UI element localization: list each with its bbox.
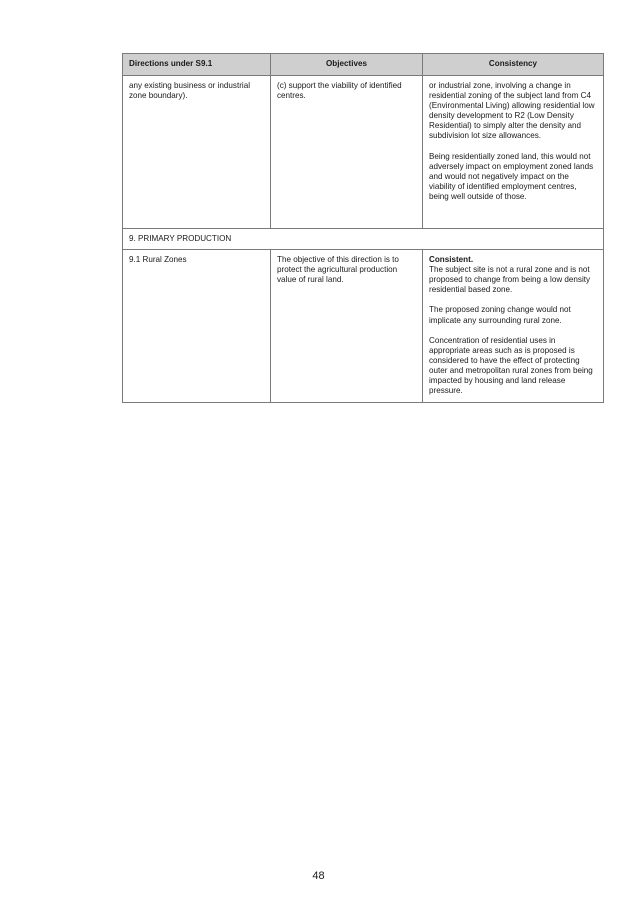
header-consistency: Consistency <box>423 54 604 76</box>
consistency-paragraph <box>429 255 597 295</box>
table-row <box>123 250 604 403</box>
objective-cell <box>271 250 423 403</box>
consistency-text: The subject site is not a rural zone and is not proposed to change from being a low density residential based zone. <box>429 265 591 295</box>
header-directions: Directions under S9.1 <box>123 54 271 76</box>
consistency-title: Consistent. <box>429 255 474 265</box>
table-row <box>123 76 604 229</box>
objective-cell <box>271 76 423 229</box>
header-objectives: Objectives <box>271 54 423 76</box>
consistency-cell <box>423 250 604 403</box>
page-number: 48 <box>312 870 325 882</box>
consistency-paragraph: or industrial zone, involving a change in residential zoning of the subject land from C4 (Environmental Living) allowing residential low density development to R2 (Low Density Residential) to simply alter the density and subdivision lot size allowances. <box>429 81 595 141</box>
direction-text: any existing business or industrial zone boundary). <box>129 81 251 101</box>
direction-cell <box>123 76 271 229</box>
consistency-paragraph: The proposed zoning change would not implicate any surrounding rural zone. <box>429 305 571 325</box>
consistency-paragraph: Being residentially zoned land, this would not adversely impact on employment zoned lands and would not negatively impact on the viability of identified employment centres, being well outside of those. <box>429 151 594 201</box>
section-heading-row <box>123 229 604 250</box>
consistency-table <box>122 53 604 403</box>
consistency-paragraph: Concentration of residential uses in appropriate areas such as is proposed is considered to have the effect of protecting outer and metropolitan rural zones from being impacted by housing and land release pressure. <box>429 335 593 396</box>
objective-text: The objective of this direction is to protect the agricultural production value of rural land. <box>277 255 399 285</box>
direction-cell <box>123 250 271 403</box>
consistency-cell <box>423 76 604 229</box>
section-heading: 9. PRIMARY PRODUCTION <box>123 229 604 250</box>
direction-text: 9.1 Rural Zones <box>129 255 187 265</box>
objective-text: (c) support the viability of identified centres. <box>277 81 402 101</box>
table-header-row <box>123 54 604 76</box>
